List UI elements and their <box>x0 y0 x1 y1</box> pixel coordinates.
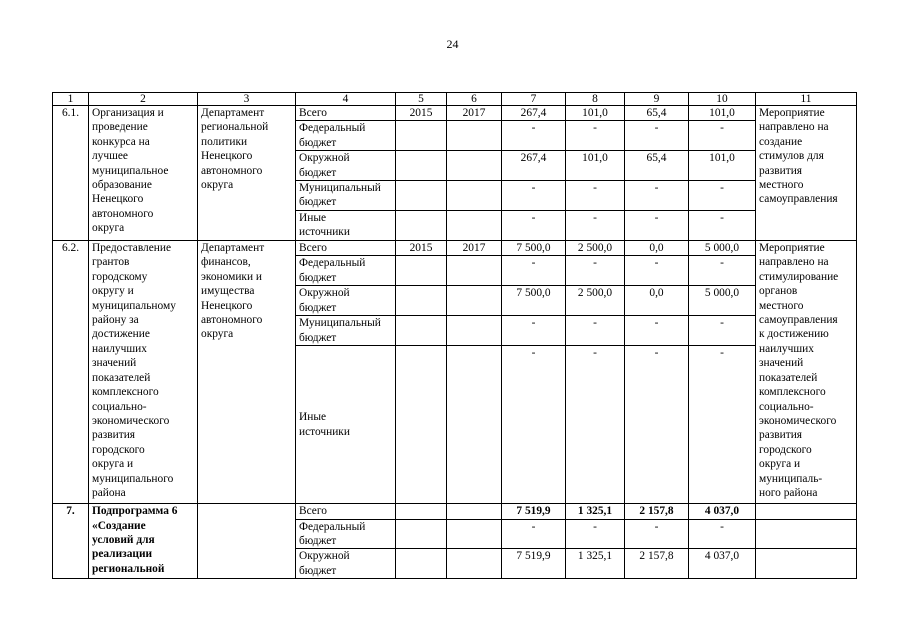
amount-2016: - <box>625 316 689 346</box>
item-department: Департамент финансов, экономики и имущества Ненецкого автономного округа <box>198 241 296 504</box>
header-cell: 4 <box>296 93 396 106</box>
amount-2015: - <box>566 316 625 346</box>
amount-2016: 0,0 <box>625 286 689 316</box>
amount-2015: - <box>566 519 625 549</box>
amount-2016: - <box>625 181 689 211</box>
amount-2015: - <box>566 181 625 211</box>
amount-2015: - <box>566 211 625 241</box>
item-name: Предоставление грантов городскому округу и муниципальному району за достижение наилучших значений показателей комплексного социально- экономического развития городского округа и муниципального района <box>89 241 198 504</box>
header-cell: 3 <box>198 93 296 106</box>
amount-total: 7 519,9 <box>502 549 566 579</box>
amount-2017: - <box>689 316 756 346</box>
funding-source: Окружной бюджет <box>296 286 396 316</box>
header-cell: 2 <box>89 93 198 106</box>
amount-total: - <box>502 181 566 211</box>
funding-source: Муниципальный бюджет <box>296 316 396 346</box>
header-cell: 5 <box>396 93 447 106</box>
amount-total: 7 519,9 <box>502 504 566 519</box>
amount-total: - <box>502 211 566 241</box>
amount-2015: 2 500,0 <box>566 241 625 256</box>
header-cell: 11 <box>756 93 857 106</box>
funding-source: Всего <box>296 241 396 256</box>
amount-2017: 101,0 <box>689 106 756 121</box>
amount-total: - <box>502 346 566 504</box>
item-note: Мероприятие направлено на создание стимулов для развития местного самоуправления <box>756 106 857 241</box>
amount-total: - <box>502 519 566 549</box>
header-cell: 6 <box>447 93 502 106</box>
item-name: Подпрограмма 6 «Создание условий для реализации региональной <box>89 504 198 579</box>
table-row <box>53 241 857 256</box>
amount-total: - <box>502 316 566 346</box>
funding-source: Окружной бюджет <box>296 549 396 579</box>
amount-2015: 101,0 <box>566 151 625 181</box>
funding-source: Федеральный бюджет <box>296 121 396 151</box>
item-department: Департамент региональной политики Ненецкого автономного округа <box>198 106 296 241</box>
header-cell: 8 <box>566 93 625 106</box>
amount-total: 267,4 <box>502 106 566 121</box>
amount-2016: 2 157,8 <box>625 504 689 519</box>
year-end: 2017 <box>447 241 502 256</box>
amount-2017: 5 000,0 <box>689 241 756 256</box>
amount-2016: - <box>625 121 689 151</box>
year-start: 2015 <box>396 241 447 256</box>
amount-2016: 0,0 <box>625 241 689 256</box>
funding-source: Всего <box>296 106 396 121</box>
budget-table <box>52 92 857 579</box>
amount-2015: - <box>566 256 625 286</box>
amount-2015: 1 325,1 <box>566 504 625 519</box>
funding-source: Федеральный бюджет <box>296 519 396 549</box>
header-row <box>53 93 857 106</box>
amount-2016: 65,4 <box>625 106 689 121</box>
amount-2016: - <box>625 346 689 504</box>
amount-2015: 1 325,1 <box>566 549 625 579</box>
header-cell: 7 <box>502 93 566 106</box>
year-end: 2017 <box>447 106 502 121</box>
amount-total: - <box>502 121 566 151</box>
item-number: 7. <box>53 504 89 579</box>
funding-source: Окружной бюджет <box>296 151 396 181</box>
amount-2017: - <box>689 121 756 151</box>
amount-total: 7 500,0 <box>502 241 566 256</box>
funding-source: Федеральный бюджет <box>296 256 396 286</box>
amount-2016: 65,4 <box>625 151 689 181</box>
item-number: 6.1. <box>53 106 89 241</box>
funding-source: Иные источники <box>296 346 396 504</box>
amount-2017: 4 037,0 <box>689 549 756 579</box>
amount-2015: 2 500,0 <box>566 286 625 316</box>
amount-2015: - <box>566 346 625 504</box>
amount-2016: 2 157,8 <box>625 549 689 579</box>
item-note: Мероприятие направлено на стимулирование органов местного самоуправления к достижению наилучших значений показателей комплексного социально- экономического развития городского округа и муниципаль- ного района <box>756 241 857 504</box>
amount-2017: - <box>689 256 756 286</box>
amount-2017: 5 000,0 <box>689 286 756 316</box>
amount-2017: - <box>689 519 756 549</box>
funding-source: Всего <box>296 504 396 519</box>
header-cell: 1 <box>53 93 89 106</box>
amount-2016: - <box>625 519 689 549</box>
amount-total: 267,4 <box>502 151 566 181</box>
amount-2017: 4 037,0 <box>689 504 756 519</box>
amount-2017: - <box>689 346 756 504</box>
amount-total: 7 500,0 <box>502 286 566 316</box>
year-start: 2015 <box>396 106 447 121</box>
funding-source: Муниципальный бюджет <box>296 181 396 211</box>
header-cell: 10 <box>689 93 756 106</box>
amount-2017: 101,0 <box>689 151 756 181</box>
item-number: 6.2. <box>53 241 89 504</box>
item-name: Организация и проведение конкурса на лучшее муниципальное образование Ненецкого автономного округа <box>89 106 198 241</box>
amount-2015: 101,0 <box>566 106 625 121</box>
amount-2017: - <box>689 211 756 241</box>
amount-2015: - <box>566 121 625 151</box>
amount-2016: - <box>625 211 689 241</box>
page-number: 24 <box>446 37 459 51</box>
table-row <box>53 106 857 121</box>
funding-source: Иные источники <box>296 211 396 241</box>
header-cell: 9 <box>625 93 689 106</box>
amount-2016: - <box>625 256 689 286</box>
amount-2017: - <box>689 181 756 211</box>
amount-total: - <box>502 256 566 286</box>
table-row <box>53 504 857 519</box>
